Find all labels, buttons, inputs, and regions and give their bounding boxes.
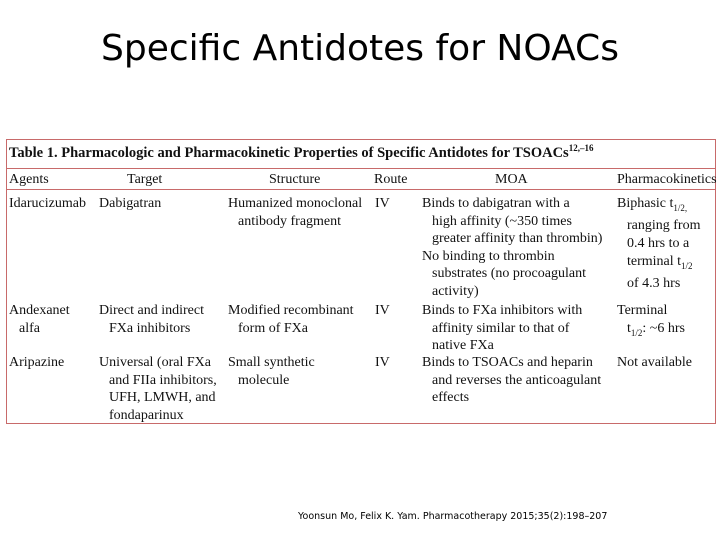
row-2-route: IV (375, 303, 390, 318)
header-pharmacokinetics: Pharmacokinetics (617, 172, 717, 187)
row-1-target: Dabigatran (99, 196, 162, 211)
row-2-structure: Modified recombinant form of FXa (228, 303, 354, 336)
header-moa: MOA (495, 172, 528, 187)
row-1-structure: Humanized monoclonal antibody fragment (228, 196, 363, 229)
row-2-moa: Binds to FXa inhibitors with affinity similar to that of native FXa (422, 303, 583, 354)
row-3-target: Universal (oral FXa and FIIa inhibitors, UFH, LMWH, and fondaparinux (99, 355, 217, 423)
row-1-pharmacokinetics: Biphasic $t_{1/2,}$ ranging from 0.4 hrs to a terminal $t_{1/2}$ of 4.3 hrs (617, 196, 701, 291)
table-caption: Table 1. Pharmacologic and Pharmacokinetic Properties of Specific Antidotes for TSOACs$^{12,-16}$ (9, 143, 594, 161)
header-route: Route (374, 172, 408, 187)
row-2-pharmacokinetics: Terminal $t_{1/2}$: ~6 hrs (617, 303, 685, 338)
table-top-rule (7, 168, 715, 169)
header-target: Target (127, 172, 163, 187)
row-2-target: Direct and indirect FXa inhibitors (99, 303, 204, 336)
row-3-structure: Small synthetic molecule (228, 355, 315, 388)
row-1-moa: Binds to dabigatran with a high affinity (~350 times greater affinity than thrombin) No binding to thrombin substrates (no procoagulant activity) (422, 196, 603, 299)
header-structure: Structure (269, 172, 321, 187)
row-1-agent: Idarucizumab (9, 196, 86, 211)
slide-title: Specific Antidotes for NOACs (101, 28, 619, 69)
citation: Yoonsun Mo, Felix K. Yam. Pharmacotherapy 2015;35(2):198–207 (298, 511, 608, 522)
row-3-moa: Binds to TSOACs and heparin and reverses the anticoagulant effects (422, 355, 602, 406)
row-2-agent: Andexanet alfa (9, 303, 70, 336)
row-3-route: IV (375, 355, 390, 370)
row-3-agent: Aripazine (9, 355, 65, 370)
row-3-pharmacokinetics: Not available (617, 355, 693, 370)
header-agents: Agents (9, 172, 49, 187)
caption-references: 12,–16 (568, 143, 594, 153)
header-rule (7, 189, 715, 190)
row-1-route: IV (375, 196, 390, 211)
antidote-table (6, 139, 716, 424)
